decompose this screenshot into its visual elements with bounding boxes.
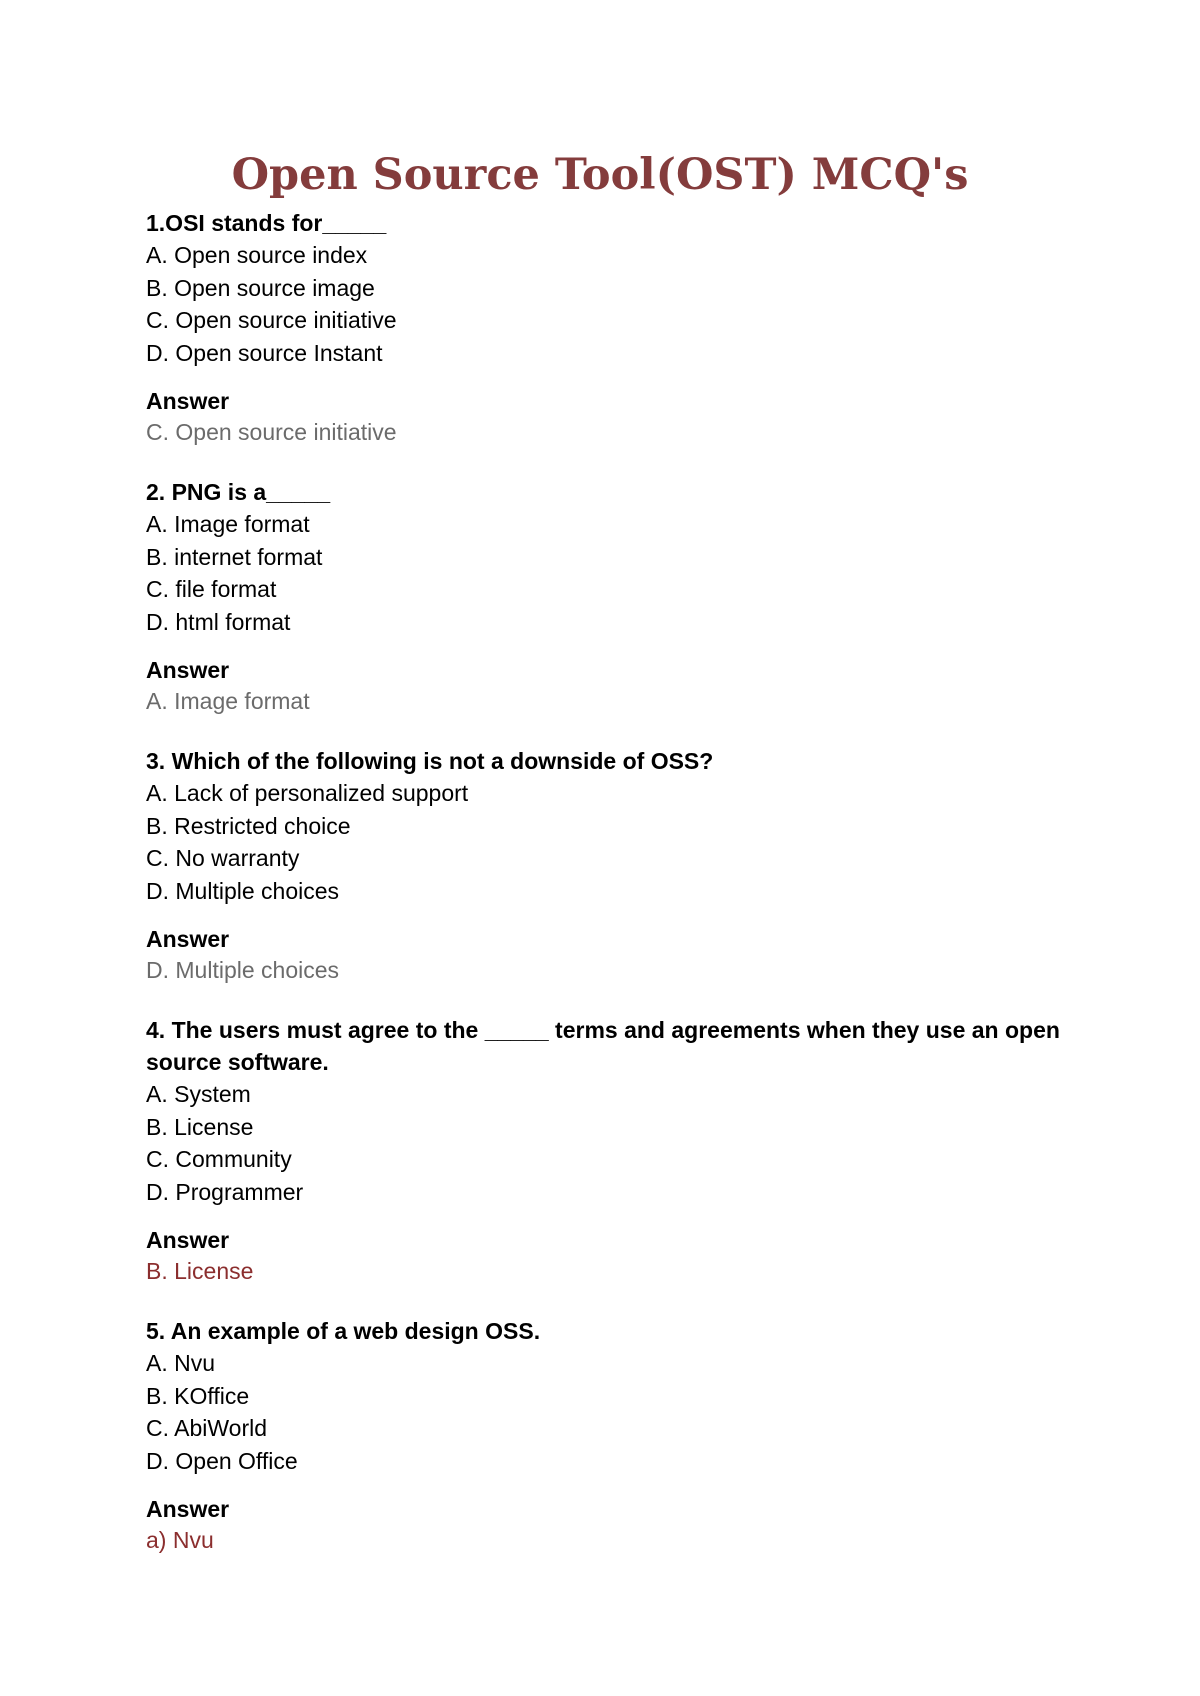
option-b: B. KOffice: [146, 1382, 250, 1409]
answer-label: Answer: [146, 926, 230, 952]
option-c: C. AbiWorld: [146, 1415, 268, 1441]
option-c: C. file format: [146, 576, 277, 602]
option-c: C. Community: [146, 1146, 292, 1172]
question-5: [146, 1315, 1086, 1555]
option-d: D. Open Office: [146, 1447, 298, 1474]
question-text: 1.OSI stands for_____: [146, 210, 387, 236]
option-d: D. html format: [146, 608, 291, 635]
question-text: 5. An example of a web design OSS.: [146, 1318, 541, 1344]
option-d: D. Multiple choices: [146, 877, 340, 904]
option-b: B. internet format: [146, 543, 323, 570]
question-3: [146, 745, 1086, 985]
option-a: A. Image format: [146, 511, 310, 537]
answer-value: a) Nvu: [146, 1527, 214, 1553]
option-b: B. Restricted choice: [146, 812, 351, 839]
option-d: D. Open source Instant: [146, 339, 383, 366]
option-b: B. License: [146, 1113, 254, 1140]
answer-label: Answer: [146, 1227, 230, 1253]
question-4: [146, 1014, 1086, 1286]
answer-value: C. Open source initiative: [146, 419, 397, 445]
option-a: A. Nvu: [146, 1350, 216, 1376]
answer-label: Answer: [146, 388, 230, 414]
answer-label: Answer: [146, 657, 230, 683]
option-b: B. Open source image: [146, 274, 375, 301]
question-text: 4. The users must agree to the _____ terms and agreements when they use an open source software.: [146, 1017, 1060, 1075]
question-text: 3. Which of the following is not a downside of OSS?: [146, 748, 714, 774]
option-a: A. System: [146, 1081, 251, 1107]
option-a: A. Lack of personalized support: [146, 780, 469, 806]
answer-label: Answer: [146, 1496, 230, 1522]
answer-value: A. Image format: [146, 688, 310, 714]
questions-list: [146, 207, 1086, 1584]
answer-value: D. Multiple choices: [146, 957, 340, 983]
option-c: C. Open source initiative: [146, 307, 397, 333]
option-d: D. Programmer: [146, 1178, 304, 1205]
page-title: Open Source Tool(OST) MCQ's: [231, 150, 969, 200]
question-1: [146, 207, 1086, 447]
question-2: [146, 476, 1086, 716]
option-c: C. No warranty: [146, 845, 300, 871]
question-text: 2. PNG is a_____: [146, 479, 331, 505]
option-a: A. Open source index: [146, 242, 368, 268]
answer-value: B. License: [146, 1258, 254, 1284]
